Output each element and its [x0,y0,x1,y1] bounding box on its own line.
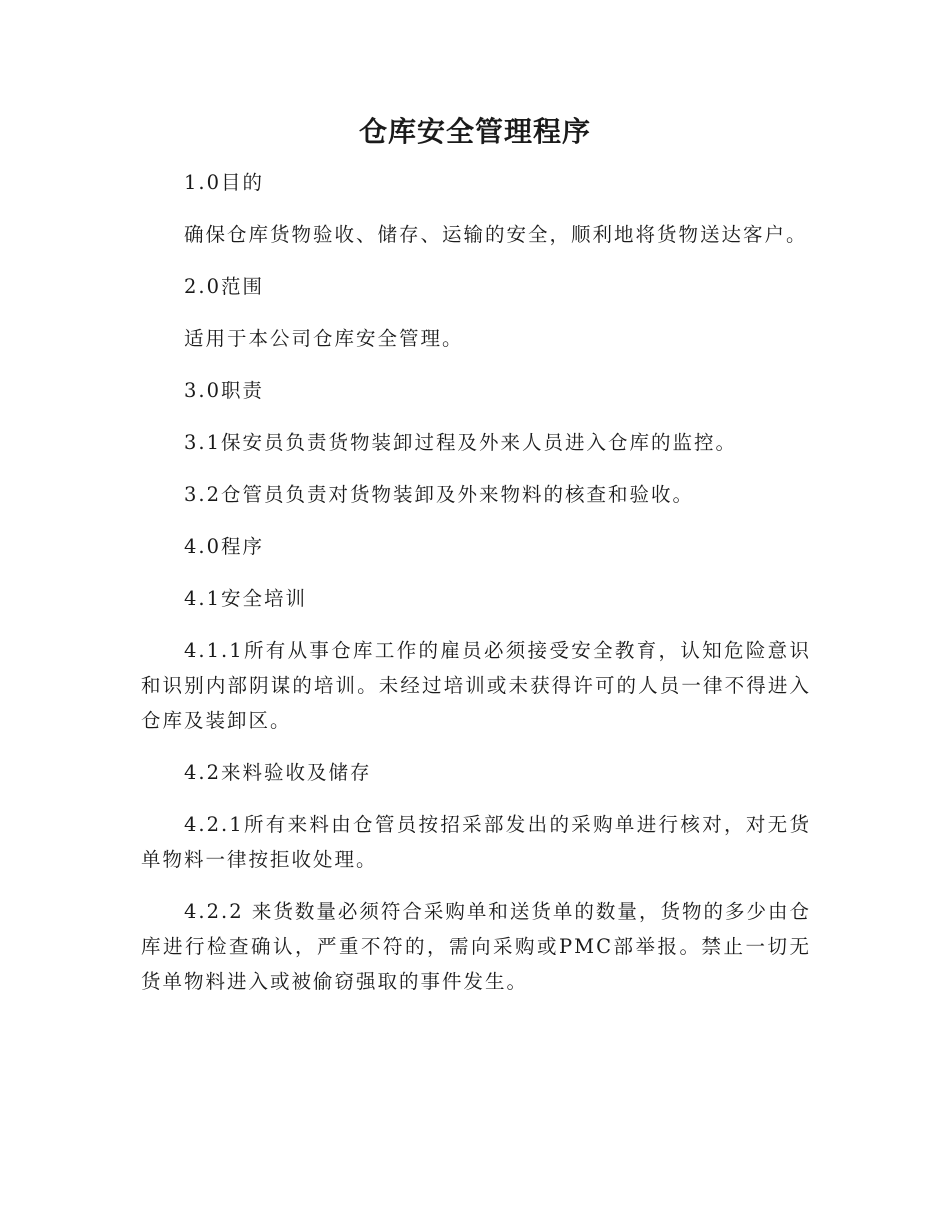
paragraph-4-2-2: 4.2.2 来货数量必须符合采购单和送货单的数量，货物的多少由仓库进行检查确认，严重不符的，需向采购或PMC部举报。禁止一切无货单物料进入或被偷窃强取的事件发生。 [141,900,811,993]
subsection-heading-safety-training: 4.1安全培训 [184,587,308,610]
section-heading-purpose: 1.0目的 [184,171,265,194]
paragraph-responsibility-3-2: 3.2仓管员负责对货物装卸及外来物料的核查和验收。 [184,483,695,506]
document-body [141,165,811,999]
paragraph-purpose: 确保仓库货物验收、储存、运输的安全，顺利地将货物送达客户。 [184,223,808,246]
subsection-heading-receiving-storage: 4.2来料验收及储存 [184,761,372,784]
paragraph-4-2-1: 4.2.1所有来料由仓管员按招采部发出的采购单进行核对，对无货单物料一律按拒收处理。 [141,813,811,871]
section-heading-procedure: 4.0程序 [184,535,265,558]
paragraph-4-1-1: 4.1.1所有从事仓库工作的雇员必须接受安全教育，认知危险意识和识别内部阴谋的培训。未经过培训或未获得许可的人员一律不得进入仓库及装卸区。 [141,639,811,732]
section-heading-scope: 2.0范围 [184,275,265,298]
section-heading-responsibilities: 3.0职责 [184,379,265,402]
paragraph-responsibility-3-1: 3.1保安员负责货物装卸过程及外来人员进入仓库的监控。 [184,431,738,454]
paragraph-scope: 适用于本公司仓库安全管理。 [184,327,464,350]
document-title: 仓库安全管理程序 [358,115,591,148]
